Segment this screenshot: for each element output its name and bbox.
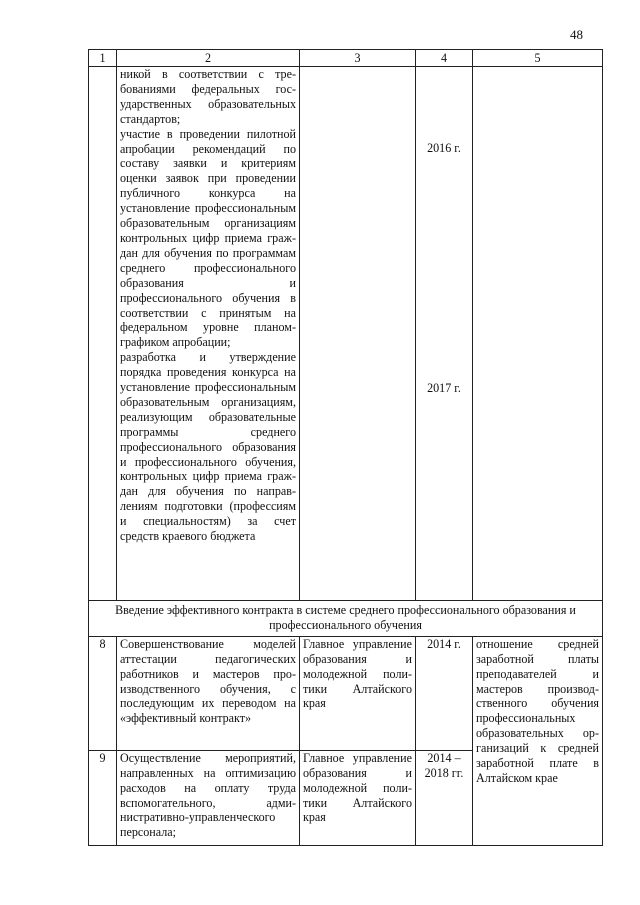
header-col-5: 5 — [473, 50, 603, 67]
table-row — [89, 636, 603, 750]
section-title: Введение эффективного контракта в системе среднего профессионального образования и профессионального обучения — [89, 601, 603, 637]
cell-num-empty — [89, 67, 117, 601]
page-number: 48 — [570, 27, 583, 42]
row-term: 2014 – 2018 гг. — [416, 750, 473, 845]
row-measure: Осуществление мероприятий, направленных на оптимизацию расходов на оплату труда вспомогательного, административно-управленческого персонала; — [117, 750, 300, 845]
row-executor: Главное управление образования и молодежной политики Алтайского края — [300, 750, 416, 845]
term-2016: 2016 г. — [427, 141, 461, 155]
header-col-1: 1 — [89, 50, 117, 67]
measure-item: разработка и утверждение порядка проведения конкурса на установление профессиональным образовательным организациям, реализующим образовательные программы среднего профессионального образования и профессионального обучения, контрольных цифр приема граждан для обучения по направлениям подготовки (профессиям и специальностям) за счет средств краевого бюджета — [120, 350, 296, 544]
cell-measures-continuation — [117, 67, 300, 601]
row-indicator: отношение средней заработной платы преподавателей и мастеров производственного обучения профессиональных образовательных организаций к средней заработной плате в Алтайском крае — [473, 636, 603, 845]
row-number: 9 — [89, 750, 117, 845]
row-number: 8 — [89, 636, 117, 750]
measures-table — [88, 49, 603, 846]
table-header-row — [89, 50, 603, 67]
row-term: 2014 г. — [416, 636, 473, 750]
cell-term-continuation — [416, 67, 473, 601]
table-row-continuation — [89, 67, 603, 601]
cell-indicator-empty — [473, 67, 603, 601]
header-col-2: 2 — [117, 50, 300, 67]
row-executor: Главное управление образования и молодежной политики Алтайского края — [300, 636, 416, 750]
section-heading-row — [89, 601, 603, 637]
measure-item: никой в соответствии с требованиями федеральных государственных образовательных стандартов; — [120, 67, 296, 126]
term-2017: 2017 г. — [427, 380, 461, 395]
header-col-4: 4 — [416, 50, 473, 67]
row-measure: Совершенствование моделей аттестации педагогических работников и мастеров производственного обучения, с последующим их переводом на «эффективный контракт» — [117, 636, 300, 750]
measure-item: участие в проведении пилотной апробации рекомендаций по составу заявки и критериям оценки заявок при проведении публичного конкурса на установление профессиональным образовательным организациям контрольных цифр приема граждан для обучения по программам среднего профессионального образования и профессионального обучения в соответствии с принятым на федеральном уровне планом-графиком апробации; — [120, 126, 296, 350]
header-col-3: 3 — [300, 50, 416, 67]
cell-executor-empty — [300, 67, 416, 601]
